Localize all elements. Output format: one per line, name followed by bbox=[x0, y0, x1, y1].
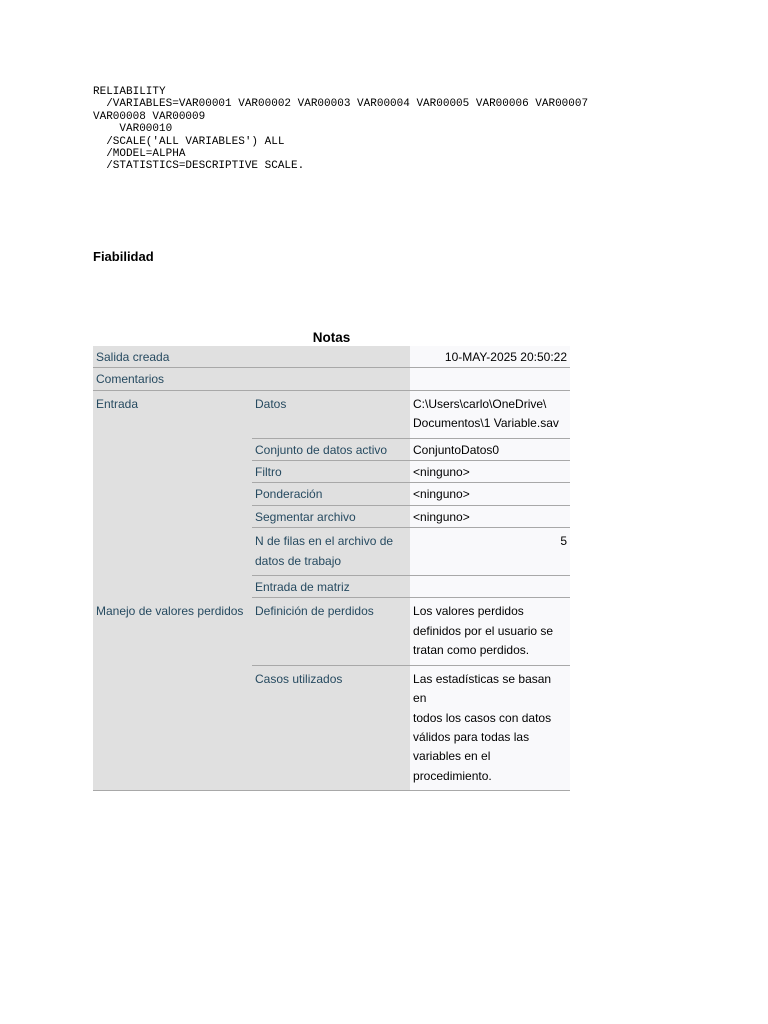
table-row bbox=[93, 346, 570, 368]
table-row bbox=[93, 598, 570, 665]
row-label-line: datos de trabajo bbox=[255, 553, 342, 568]
row-label: Conjunto de datos activo bbox=[252, 438, 410, 460]
cell-value-line: todos los casos con datos bbox=[413, 710, 552, 725]
row-label bbox=[252, 528, 410, 576]
cell-value-line: válidos para todas las bbox=[413, 729, 530, 744]
table-title: Notas bbox=[312, 330, 351, 345]
cell-value-line: C:\Users\carlo\OneDrive\ bbox=[413, 396, 547, 411]
syntax-line: VAR00008 VAR00009 bbox=[93, 110, 206, 123]
syntax-line: /VARIABLES=VAR00001 VAR00002 VAR00003 VAR00004 VAR00005 VAR00006 VAR00007 bbox=[93, 98, 589, 111]
cell-value: ConjuntoDatos0 bbox=[410, 438, 570, 460]
cell-value-line: definidos por el usuario se bbox=[413, 623, 554, 638]
cell-value: <ninguno> bbox=[410, 483, 570, 505]
cell-value: <ninguno> bbox=[410, 505, 570, 527]
section-heading: Fiabilidad bbox=[93, 249, 154, 264]
row-label: Entrada de matriz bbox=[252, 576, 410, 598]
syntax-line: /STATISTICS=DESCRIPTIVE SCALE. bbox=[93, 160, 305, 173]
row-label: Filtro bbox=[252, 461, 410, 483]
row-label: Segmentar archivo bbox=[252, 505, 410, 527]
cell-value-line: tratan como perdidos. bbox=[413, 643, 530, 658]
syntax-line: /MODEL=ALPHA bbox=[93, 148, 186, 161]
row-label: Comentarios bbox=[93, 368, 410, 390]
command-syntax bbox=[93, 86, 588, 173]
cell-value bbox=[410, 390, 570, 438]
cell-value-line: Los valores perdidos bbox=[413, 604, 524, 619]
cell-value-line: Documentos\1 Variable.sav bbox=[413, 416, 559, 431]
cell-value: <ninguno> bbox=[410, 461, 570, 483]
row-label: Casos utilizados bbox=[252, 665, 410, 790]
syntax-line: VAR00010 bbox=[93, 123, 173, 136]
cell-value-line: Las estadísticas se basan en bbox=[413, 671, 552, 706]
row-label: Ponderación bbox=[252, 483, 410, 505]
syntax-line: /SCALE('ALL VARIABLES') ALL bbox=[93, 135, 285, 148]
cell-value bbox=[410, 665, 570, 790]
cell-value: 10-MAY-2025 20:50:22 bbox=[410, 346, 570, 368]
row-label-line: N de filas en el archivo de bbox=[255, 534, 394, 549]
cell-value bbox=[410, 598, 570, 665]
table-row bbox=[93, 390, 570, 438]
cell-value: 5 bbox=[410, 528, 570, 576]
cell-value-line: procedimiento. bbox=[413, 768, 492, 783]
notes-table bbox=[93, 346, 570, 791]
cell-value bbox=[410, 576, 570, 598]
row-label: Salida creada bbox=[93, 346, 410, 368]
cell-value-line: variables en el bbox=[413, 749, 491, 764]
cell-value bbox=[410, 368, 570, 390]
syntax-line: RELIABILITY bbox=[93, 86, 166, 98]
group-label: Entrada bbox=[93, 390, 252, 598]
row-label: Datos bbox=[252, 390, 410, 438]
row-label: Definición de perdidos bbox=[252, 598, 410, 665]
table-row bbox=[93, 368, 570, 390]
group-label: Manejo de valores perdidos bbox=[93, 598, 252, 791]
